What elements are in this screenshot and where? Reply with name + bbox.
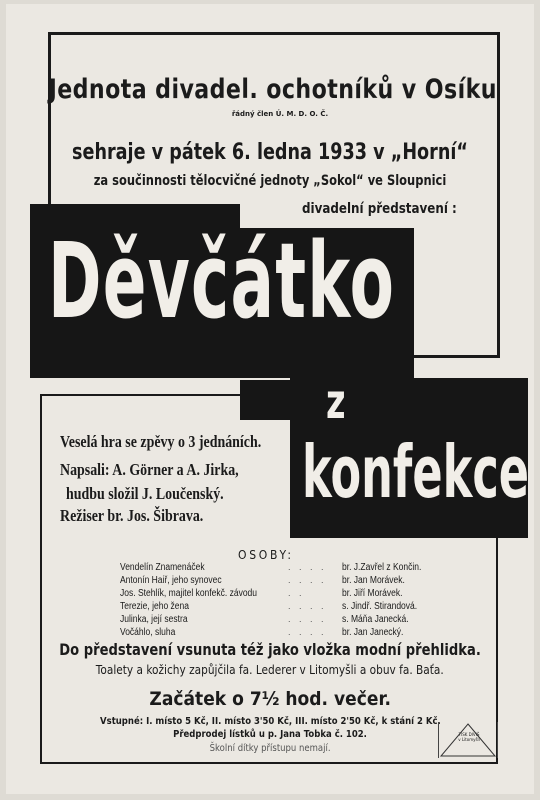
cast-role: Antonín Haiř, jeho synovec — [120, 575, 222, 586]
presale-note: Předprodej lístků u p. Jana Tobka č. 102. — [173, 729, 367, 740]
cast-role: Vočáhlo, sluha — [120, 627, 176, 638]
cast-row — [120, 562, 420, 574]
date-line: sehraje v pátek 6. ledna 1933 v „Horní“ — [72, 140, 468, 165]
play-title: Děvčátko — [48, 220, 396, 342]
cooperation-line: za součinnosti tělocvičné jednoty „Sokol“ ve Sloupnici — [93, 173, 447, 189]
cast-role: Jos. Stehlík, majitel konfekč. závodu — [120, 588, 258, 599]
cast-row — [120, 614, 420, 626]
member-note: řádný člen Ú. M. D. O. Č. — [231, 110, 329, 118]
cast-row — [120, 601, 420, 613]
printer-stamp-text: TISK DIVIŠ v Litomyšli — [458, 732, 480, 742]
play-authors: Napsali: A. Görner a A. Jirka, — [60, 460, 239, 479]
cast-row — [120, 588, 420, 600]
cast-actor: br. Jan Morávek. — [342, 575, 405, 586]
play-title-konfekce: konfekce — [302, 430, 530, 514]
black-band-connector — [240, 380, 290, 420]
printer-stamp — [438, 722, 498, 758]
cast-actor: br. J.Zavřel z Končin. — [342, 562, 422, 573]
cast-role: Vendelín Znamenáček — [120, 562, 205, 573]
cast-dots: . . . . — [288, 627, 327, 637]
cast-dots: . . . . — [288, 562, 327, 572]
cast-dots: . . . . — [288, 575, 327, 585]
cast-actor: br. Jan Janecký. — [342, 627, 404, 638]
play-title-z: z — [326, 374, 346, 430]
children-note: Školní dítky přístupu nemají. — [209, 743, 331, 754]
play-genre: Veselá hra se zpěvy o 3 jednáních. — [60, 432, 262, 451]
start-time: Začátek o 7½ hod. večer. — [149, 688, 391, 710]
society-title: Jednota divadel. ochotníků v Osíku — [48, 74, 497, 105]
cast-dots: . . . . — [288, 601, 327, 611]
play-music: hudbu složil J. Loučenský. — [66, 484, 224, 503]
play-director: Režiser br. Jos. Šibrava. — [60, 506, 204, 525]
ticket-prices: Vstupné: I. místo 5 Kč, II. místo 3'50 Kč, III. místo 2'50 Kč, k stání 2 Kč. — [99, 716, 441, 727]
cast-actor: s. Jindř. Stirandová. — [342, 601, 418, 612]
cast-row — [120, 575, 420, 587]
fashion-show-note: Do představení vsunuta též jako vložka modní přehlidka. — [59, 640, 481, 659]
cast-dots: . . . . — [288, 614, 327, 624]
cast-heading: OSOBY: — [238, 548, 294, 562]
cast-role: Julinka, její sestra — [120, 614, 188, 625]
cast-actor: br. Jiří Morávek. — [342, 588, 403, 599]
costumes-note: Toalety a kožichy zapůjčila fa. Lederer v Litomyšli a obuv fa. Baťa. — [96, 663, 444, 677]
cast-row — [120, 627, 420, 639]
cast-role: Terezie, jeho žena — [120, 601, 189, 612]
cast-actor: s. Máňa Janecká. — [342, 614, 409, 625]
cast-dots: . . — [288, 588, 305, 598]
performance-label: divadelní představení : — [302, 201, 457, 217]
